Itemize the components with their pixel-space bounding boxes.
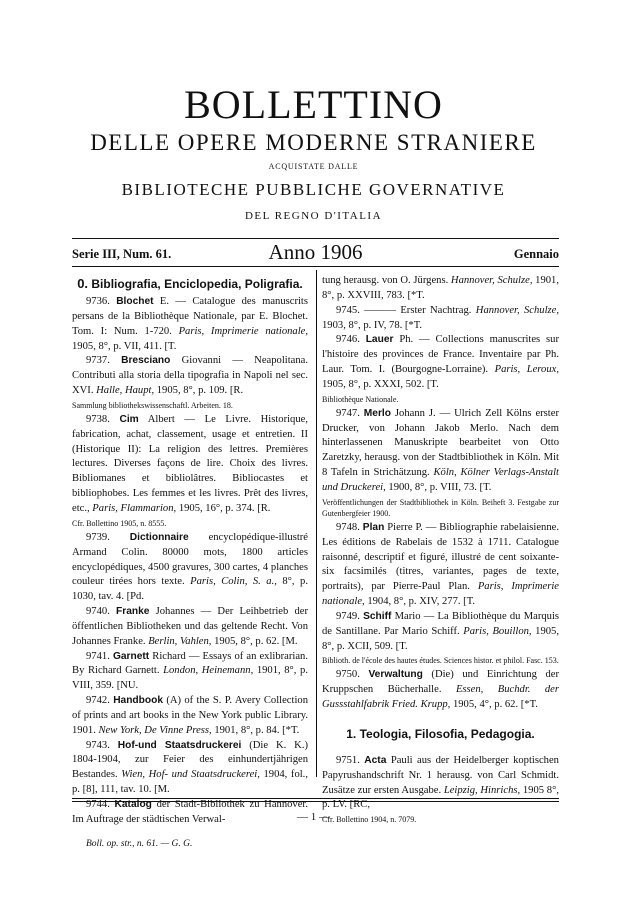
issue-year: Anno 1906 [268,240,363,264]
entry-9738: 9738. Cim Albert — Le Livre. Historique, fabrication, achat, classement, usage et entretien. II (Historique II): La religion des lettres. Premières lectures. Diverses façons de lire. Choix des livres. Bibliomanes et bibliolâtres. Bibliocastes et bibliophobes. Les femmes et les livres. Prêt des livres, etc., Paris, Flammarion, 1905, 16°, p. 374. [R. [72,413,308,514]
entry-9739: 9739. Dictionnaire encyclopédique-illustré Armand Colin. 80000 mots, 1800 articles encyclopédiques, 4500 gravures, 300 cartes, 4 planches couleur tirées hors texte. Paris, Colin, S. a., 8°, p. 1030, tav. 4. [Pd. [72,531,308,603]
page-title: BOLLETTINO [184,82,443,127]
section-heading: 0. Bibliografia, Enciclopedia, Poligrafia. [77,276,303,291]
entry-note: Biblioth. de l'école des hautes études. Sciences histor. et philol. Fasc. 153. [322,656,559,666]
entry-9747: 9747. Merlo Johann J. — Ulrich Zell Kölns erster Drucker, von Johann Jakob Merlo. Nach dem hinterlassenen Manuskripte bearbeitet von Otto Zaretzky, herausg. von der Stadtbibliothek in Köln. Mit 8 Tafeln in Strichätzung. Köln, Kölner Verlags-Anstalt und Druckerei, 1900, 8°, p. VIII, 73. [T. [322,407,559,493]
right-column [322,274,559,827]
entry-9750: 9750. Verwaltung (Die) und Einrichtung der Kruppschen Bücherhalle. Essen, Buchdr. der Gussstahlfabrik Fried. Krupp, 1905, 4°, p. 62. [*T. [322,669,560,711]
entry-9748: 9748. Plan Pierre P. — Bibliographie rabelaisienne. Les éditions de Rabelais de 1532 à 1711. Catalogue raisonné, descriptif et figuré, illustré de cent soixante-six facsimilés (titres, variantes, pages de texte, portraits), par Pierre-Paul Plan. Paris, Imprimerie nationale, 1904, 8°, p. XIV, 277. [T. [322,521,559,608]
entry-9737: 9737. Bresciano Giovanni — Neapolitana. Contributi alla storia della tipografia in Napoli nel sec. XVI. Halle, Haupt, 1905, 8°, p. 109. [R. [72,355,308,397]
entry-9740: 9740. Franke Johannes — Der Leihbetrieb der öffentlichen Bibliotheken und das geltende Recht. Von Johannes Franke. Berlin, Vahlen, 1905, 8°, p. 62. [M. [72,606,309,647]
entry-9751: 9751. Acta Pauli aus der Heidelberger koptischen Papyrushandschrift Nr. 1 herausg. von Carl Schmidt. Zusätze zur ersten Ausgabe. Leipzig, Hinrichs, 1905 8°, p. LV. [RC, [322,754,559,811]
entry-note: Bibliothèque Nationale. [322,394,399,404]
entry-9741: 9741. Garnett Richard — Essays of an exlibrarian. By Richard Garnett. London, Heinemann, 1901, 8°, p. VIII, 359. [NU. [72,650,308,692]
issue-month: Gennaio [513,247,559,261]
left-column [72,274,308,828]
header-rule-top [72,238,559,239]
entry-9746: 9746. Lauer Ph. — Collections manuscrites sur l'histoire des provinces de France. Inventaire par Ph. Laur. Tom. I. (Bourgogne-Lorraine). Paris, Leroux, 1905, 8°, p. XXXI, 502. [T. [322,334,559,390]
entry-9742: 9742. Handbook (A) of the S. P. Avery Collection of prints and art books in the New York public Library. 1901. New York, De Vinne Press, 1901, 8°, p. 84. [*T. [72,695,308,736]
entry-9749: 9749. Schiff Mario — La Bibliothèque du Marquis de Santillane. Par Mario Schiff. Paris, Bouillon, 1905, 8°, p. XCII, 509. [T. [322,610,560,652]
page-number: — 1 — [297,811,330,823]
entry-note: Cfr. Bollettino 1904, n. 7079. [322,815,417,825]
header-rule-bottom [72,266,559,267]
entry-note: Sammlung bibliothekswissenschaftl. Arbeiten. 18. [72,400,233,410]
series-number: Serie III, Num. 61. [72,247,172,261]
libraries-line: BIBLIOTECHE PUBBLICHE GOVERNATIVE [121,180,506,199]
entry-note: Cfr. Bollettino 1905, n. 8555. [72,518,167,528]
entry-9744-continued: tung herausg. von O. Jürgens. Hannover, Schulze, 1901, 8°, p. XXVIII, 783. [*T. [322,275,559,301]
entry-9744: 9744. Katalog der Stadt-Bibliothek zu Hannover. Im Auftrage der städtischen Verwal- [72,799,309,825]
entry-9736: 9736. Blochet E. — Catalogue des manuscrits persans de la Bibliothèque Nationale, par E. Blochet. Tom. I: Num. 1-720. Paris, Imprimerie nationale, 1905, 8°, p. VII, 411. [T. [72,296,308,352]
column-divider [316,270,317,777]
entry-9743: 9743. Hof-und Staatsdruckerei (Die K. K.) 1804-1904, zur Feier des einhundertjährigen Bestandes. Wien, Hof- und Staatsdruckerei, 1904, fol., p. [8], 111, tav. 10. [M. [72,739,308,796]
entry-note: Veröffentlichungen der Stadtbibliothek in Köln. Beiheft 3. Festgabe zur Gutenbergfeier 1900. [322,497,559,518]
acquired-line: ACQUISTATE DALLE [268,162,359,171]
section-heading: 1. Teologia, Filosofia, Pedagogia. [346,726,535,741]
issue-bar [72,240,559,265]
realm-line: DEL REGNO D'ITALIA [244,210,383,222]
footer-rule [72,798,559,802]
page-subtitle: DELLE OPERE MODERNE STRANIERE [90,130,537,155]
footer-note: Boll. op. str., n. 61. — G. G. [86,839,193,849]
entry-9745: 9745. ——— Erster Nachtrag. Hannover, Schulze, 1903, 8°, p. IV, 78. [*T. [322,304,559,331]
